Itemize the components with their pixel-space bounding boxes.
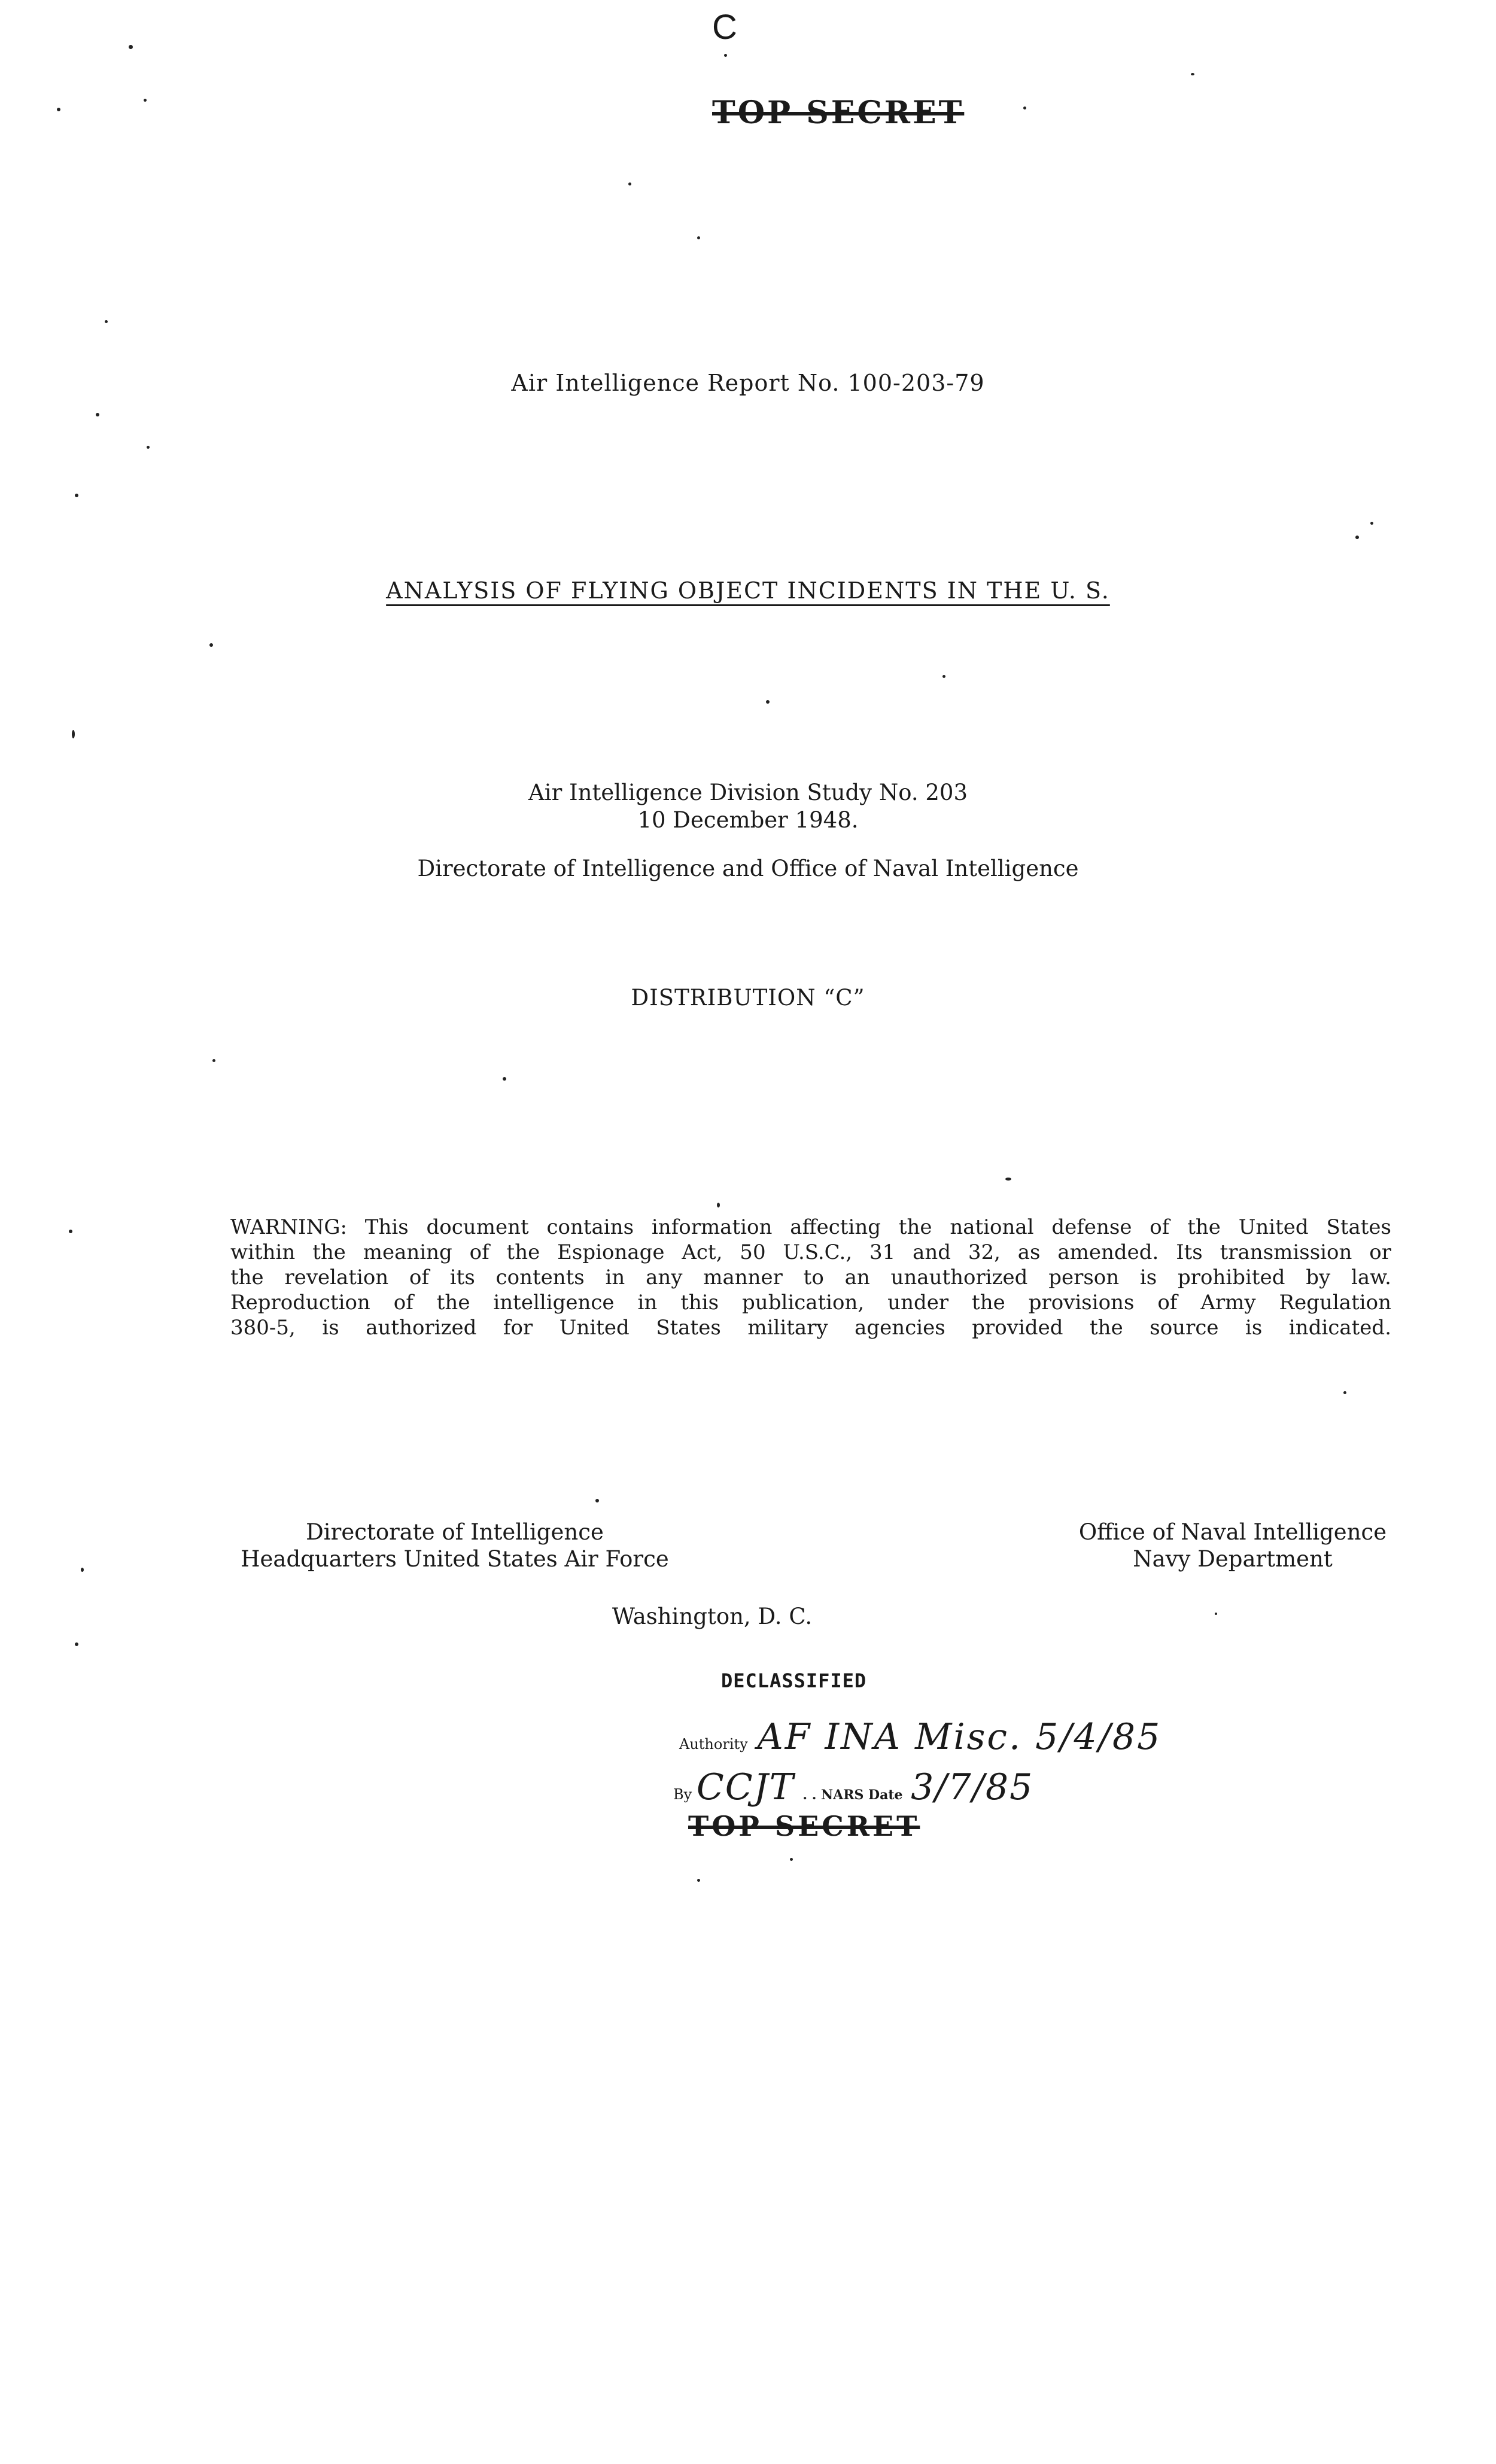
scan-speck	[144, 99, 147, 102]
left-org-line: Directorate of Intelligence	[306, 1519, 604, 1545]
scan-speck	[147, 446, 150, 449]
scan-speck	[72, 730, 75, 738]
scan-speck	[209, 643, 213, 647]
scan-speck	[724, 54, 727, 57]
city-line: Washington, D. C.	[612, 1604, 813, 1629]
warning-line: Reproduction of the intelligence in this publication, under the provisions of Army Regulation	[230, 1291, 1391, 1315]
scan-speck	[503, 1077, 506, 1081]
top-handwritten-mark: C	[712, 8, 737, 47]
scan-speck	[628, 182, 631, 185]
scan-speck	[75, 494, 78, 497]
scan-speck	[1370, 522, 1373, 525]
scan-speck	[595, 1499, 599, 1502]
scan-speck	[766, 700, 770, 704]
scan-speck	[1005, 1178, 1011, 1181]
scan-speck	[75, 1642, 78, 1646]
scan-speck	[697, 1879, 700, 1882]
scan-speck	[1215, 1613, 1217, 1615]
report-title	[0, 577, 1496, 604]
by-row	[673, 1766, 1033, 1808]
report-number: Air Intelligence Report No. 100-203-79	[511, 370, 985, 396]
study-block	[0, 779, 1496, 834]
top-classification-struck: TOP SECRET	[712, 95, 965, 131]
scan-speck	[717, 1203, 720, 1207]
scan-speck	[1355, 536, 1359, 539]
authority-value: AF INA Misc. 5/4/85	[757, 1716, 1162, 1758]
declassified-stamp: DECLASSIFIED	[721, 1669, 867, 1692]
by-value: CCJT	[696, 1766, 795, 1808]
authority-row	[679, 1716, 1161, 1758]
warning-paragraph	[230, 1215, 1391, 1340]
scan-speck	[81, 1568, 84, 1572]
warning-line: WARNING: This document contains information affecting the national defense of the United States	[230, 1215, 1391, 1239]
bottom-classification-struck: TOP SECRET	[688, 1810, 920, 1842]
study-number: Air Intelligence Division Study No. 203	[528, 780, 968, 805]
right-organization	[1065, 1519, 1400, 1572]
study-date: 10 December 1948.	[637, 807, 859, 833]
scan-speck	[697, 236, 700, 239]
scan-speck	[212, 1059, 215, 1062]
warning-line: 380-5, is authorized for United States military agencies provided the source is indicated.	[230, 1316, 1391, 1340]
scan-speck	[790, 1858, 793, 1861]
scan-speck	[942, 675, 945, 678]
by-label: By	[673, 1786, 692, 1803]
warning-line: within the meaning of the Espionage Act, 50 U.S.C., 31 and 32, as amended. Its transmission or	[230, 1240, 1391, 1264]
left-org-line: Headquarters United States Air Force	[241, 1546, 669, 1572]
scan-speck	[129, 45, 133, 49]
scan-speck	[57, 108, 60, 111]
right-org-line: Office of Naval Intelligence	[1078, 1519, 1387, 1545]
report-title-text: ANALYSIS OF FLYING OBJECT INCIDENTS IN THE U. S.	[386, 577, 1110, 604]
distribution-line: DISTRIBUTION “C”	[631, 985, 865, 1011]
scan-speck	[1191, 73, 1194, 75]
nars-date-value: 3/7/85	[911, 1766, 1034, 1808]
warning-line: the revelation of its contents in any manner to an unauthorized person is prohibited by law.	[230, 1266, 1391, 1289]
right-org-line: Navy Department	[1133, 1546, 1333, 1572]
scan-speck	[96, 413, 99, 416]
scan-speck	[1343, 1391, 1346, 1394]
issuer-line: Directorate of Intelligence and Office of Naval Intelligence	[417, 856, 1079, 881]
authority-label: Authority	[679, 1736, 748, 1753]
nars-date-label: . . NARS Date	[802, 1787, 903, 1803]
scan-speck	[1023, 107, 1026, 109]
scan-speck	[69, 1230, 72, 1233]
scan-speck	[105, 320, 108, 323]
left-organization	[227, 1519, 682, 1572]
